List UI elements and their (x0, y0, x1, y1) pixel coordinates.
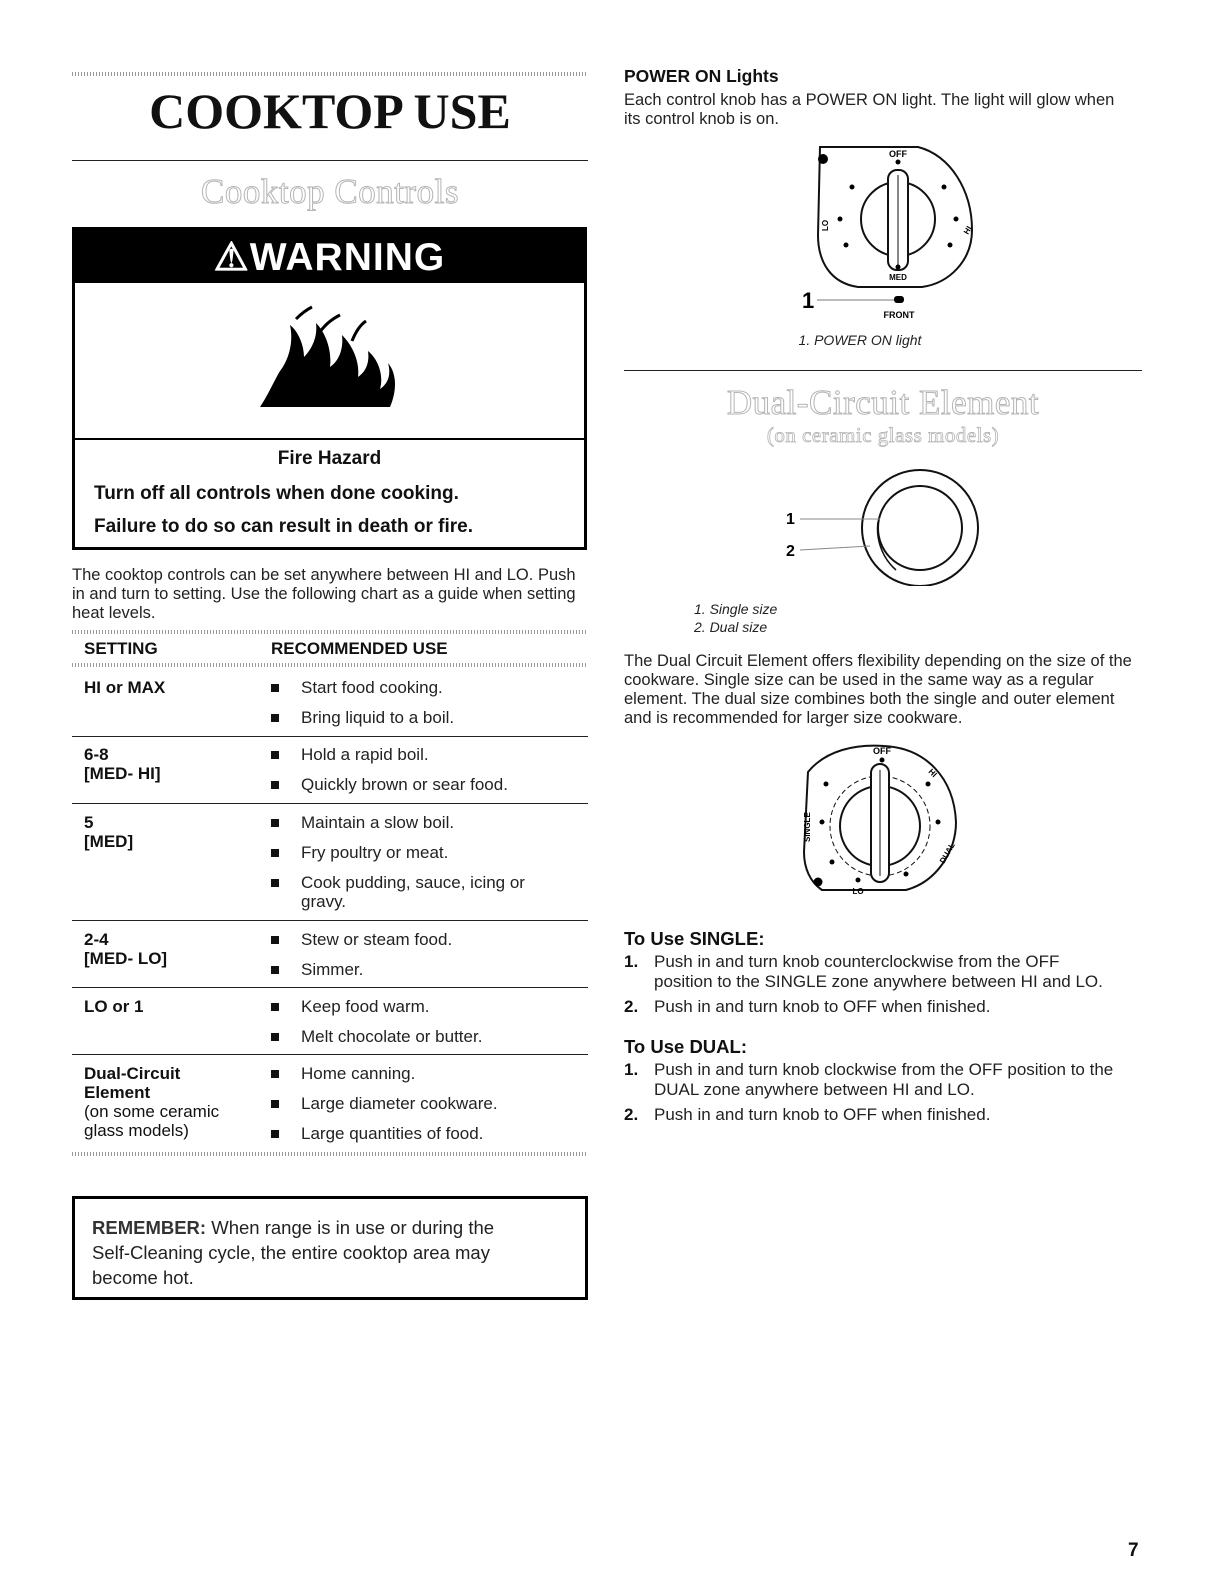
remember-text: become hot. (92, 1267, 194, 1288)
row-divider (72, 987, 588, 988)
section-heading: Cooktop Controls (201, 172, 459, 211)
use-item: Home canning. (301, 1064, 416, 1083)
bullet-icon (271, 1130, 279, 1138)
row-divider (72, 736, 588, 737)
knob-label-lo: LO (821, 219, 830, 231)
use-item: Large diameter cookware. (301, 1094, 498, 1113)
step-text: Push in and turn knob clockwise from the OFF position to the (654, 1060, 1114, 1079)
setting-label: LO or 1 (84, 997, 144, 1016)
use-item: Maintain a slow boil. (301, 813, 455, 832)
remember-label: REMEMBER: (92, 1217, 207, 1238)
use-single-heading: To Use SINGLE: (624, 928, 765, 949)
table-row-setting (84, 813, 133, 851)
step-number: 1. (624, 952, 639, 971)
dual-size-ring (862, 470, 978, 586)
bullet-icon (271, 684, 279, 692)
power-on-text: Each control knob has a POWER ON light. The light will glow when its control knob is on. (624, 91, 1115, 128)
bullet-icon (271, 714, 279, 722)
callout-2: 2 (786, 543, 795, 560)
use-item: Simmer. (301, 960, 364, 979)
tick-dot (904, 872, 909, 877)
step-number: 2. (624, 1105, 639, 1124)
tick-dot (850, 185, 855, 190)
table-bottom-rule (72, 1152, 588, 1156)
tick-dot (942, 185, 947, 190)
use-item: Quickly brown or sear food. (301, 775, 508, 794)
step-number: 1. (624, 1060, 639, 1079)
bullet-icon (271, 849, 279, 857)
top-rule (72, 72, 588, 76)
tick-dot (880, 758, 885, 763)
bullet-icon (271, 781, 279, 789)
tick-dot (954, 217, 959, 222)
row-divider (72, 920, 588, 921)
table-row-setting (84, 930, 167, 968)
remember-box (72, 1196, 588, 1300)
table-header-use: RECOMMENDED USE (271, 639, 448, 658)
remember-text: Self-Cleaning cycle, the entire cooktop area may (92, 1242, 490, 1263)
dual-caption-1: 1. Single size (694, 601, 778, 617)
single-size-ring (878, 486, 962, 570)
bullet-icon (271, 1003, 279, 1011)
step-text: Push in and turn knob counterclockwise from the OFF (654, 952, 1060, 971)
knob-label-front: FRONT (883, 310, 915, 320)
power-on-light-dot (814, 878, 823, 887)
intro-paragraph: The cooktop controls can be set anywhere between HI and LO. Push in and turn to setting. Use the following chart as a guide when setting heat levels. (72, 566, 576, 622)
knob-label-off: OFF (873, 746, 891, 756)
tick-dot (856, 878, 861, 883)
knob-label-single: SINGLE (803, 812, 812, 842)
setting-label: [MED- LO] (84, 949, 168, 968)
knob-label-dual: DUAL (937, 841, 957, 865)
setting-label: [MED] (84, 832, 134, 851)
knob-label-lo: LO (852, 887, 864, 896)
warning-line-2: Failure to do so can result in death or fire. (94, 516, 474, 537)
table-row-setting (84, 997, 144, 1016)
setting-label: Dual-Circuit (84, 1064, 181, 1083)
callout-1: 1 (786, 511, 795, 528)
row-divider (72, 1054, 588, 1055)
power-on-caption: 1. POWER ON light (798, 332, 922, 348)
warning-hazard: Fire Hazard (277, 448, 382, 469)
tick-dot (926, 782, 931, 787)
setting-label: 5 (84, 813, 94, 832)
use-item: Start food cooking. (301, 678, 443, 697)
setting-note: (on some ceramic (84, 1102, 220, 1121)
power-on-light-icon (894, 296, 904, 303)
use-item: Bring liquid to a boil. (301, 708, 455, 727)
use-item: Stew or steam food. (301, 930, 453, 949)
bullet-icon (271, 819, 279, 827)
step-number: 2. (624, 997, 639, 1016)
setting-label: Element (84, 1083, 151, 1102)
use-item: Large quantities of food. (301, 1124, 484, 1143)
tick-dot (948, 243, 953, 248)
tick-dot (824, 782, 829, 787)
use-item: Fry poultry or meat. (301, 843, 449, 862)
tick-dot (830, 860, 835, 865)
knob-label-off: OFF (889, 149, 907, 159)
step-text: Push in and turn knob to OFF when finished. (654, 997, 991, 1016)
table-row-setting (84, 1064, 219, 1140)
knob-label-med: MED (889, 273, 907, 282)
bullet-icon (271, 1033, 279, 1041)
step-text: Push in and turn knob to OFF when finished. (654, 1105, 991, 1124)
dual-knob-diagram (796, 742, 966, 902)
warning-header: ⚠WARNING (75, 230, 584, 283)
remember-text: When range is in use or during the (206, 1217, 495, 1238)
bullet-icon (271, 751, 279, 759)
setting-label: [MED- HI] (84, 764, 161, 783)
power-on-knob-diagram (800, 135, 980, 325)
table-top-rule (72, 630, 588, 634)
use-item: Melt chocolate or butter. (301, 1027, 483, 1046)
dual-circuit-element-diagram (780, 466, 990, 586)
dual-circuit-subheading: (on ceramic glass models) (766, 423, 1000, 447)
title-rule (72, 160, 588, 161)
setting-label: 2-4 (84, 930, 109, 949)
use-item: Cook pudding, sauce, icing or gravy. (301, 873, 525, 911)
bullet-icon (271, 1070, 279, 1078)
tick-dot (838, 217, 843, 222)
inner-arc (878, 522, 896, 570)
tick-dot (936, 820, 941, 825)
knob-label-hi: HI (961, 224, 974, 236)
callout-2-leader (800, 546, 870, 550)
bullet-icon (271, 936, 279, 944)
row-divider (72, 803, 588, 804)
setting-label: 6-8 (84, 745, 109, 764)
bullet-icon (271, 966, 279, 974)
use-item: Hold a rapid boil. (301, 745, 429, 764)
step-text: position to the SINGLE zone anywhere between HI and LO. (654, 972, 1103, 991)
bullet-icon (271, 1100, 279, 1108)
table-header-rule (72, 663, 588, 667)
power-on-light-dot (818, 154, 828, 164)
table-row-setting (84, 678, 165, 697)
use-dual-heading: To Use DUAL: (624, 1036, 747, 1057)
page-title: COOKTOP USE (149, 83, 511, 139)
page-number: 7 (1128, 1540, 1139, 1561)
tick-dot (896, 265, 901, 270)
use-item: Keep food warm. (301, 997, 430, 1016)
table-row-setting (84, 745, 160, 783)
tick-dot (844, 243, 849, 248)
tick-dot (896, 160, 901, 165)
setting-note: glass models) (84, 1121, 189, 1140)
knob-label-hi: HI (926, 767, 939, 780)
step-text: DUAL zone anywhere between HI and LO. (654, 1080, 975, 1099)
fire-icon (260, 305, 400, 415)
dual-circuit-text: The Dual Circuit Element offers flexibility depending on the size of the cookware. Single size can be used in the same way as a regular element. The dual size combines both the single and outer element and is recommended for larger size cookware. (624, 652, 1132, 727)
bullet-icon (271, 879, 279, 887)
dual-caption-2: 2. Dual size (694, 619, 768, 635)
warning-box (72, 227, 587, 550)
dual-circuit-heading: Dual-Circuit Element (726, 383, 1040, 422)
warning-line-1: Turn off all controls when done cooking. (94, 483, 459, 504)
tick-dot (820, 820, 825, 825)
callout-number: 1 (802, 288, 815, 313)
fire-hazard-illustration (75, 283, 584, 440)
setting-label: HI or MAX (84, 678, 166, 697)
power-on-heading: POWER ON Lights (624, 66, 779, 86)
table-header-setting: SETTING (84, 639, 158, 658)
right-section-rule (624, 370, 1142, 371)
